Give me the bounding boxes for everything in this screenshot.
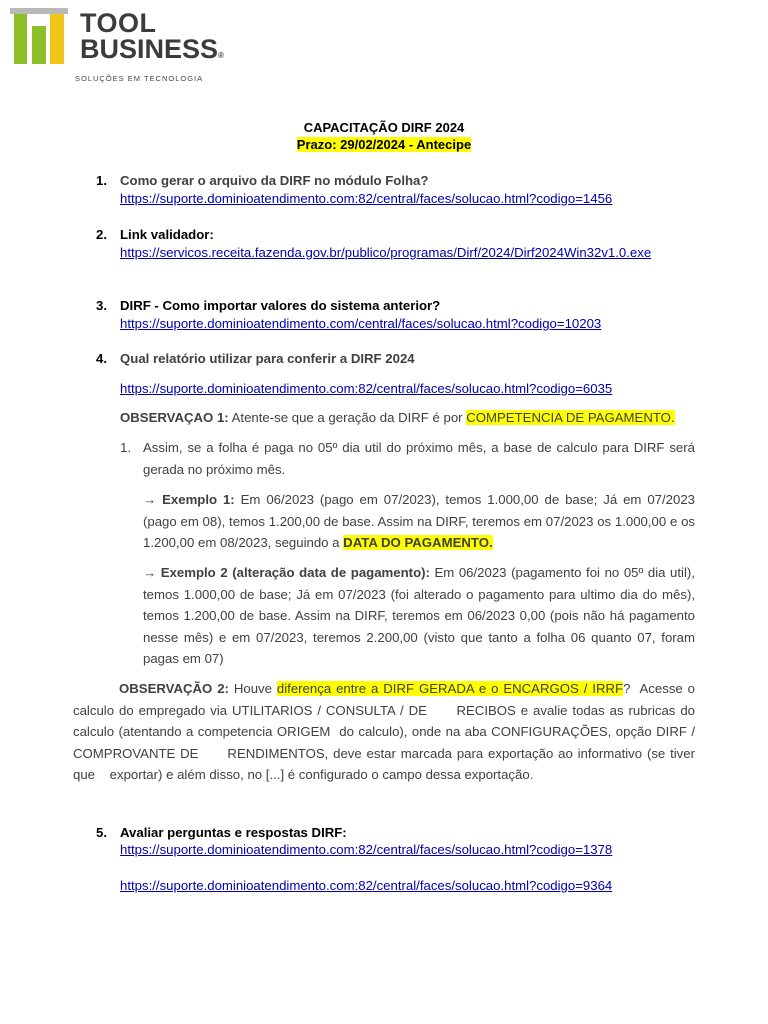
link-validador[interactable]: https://servicos.receita.fazenda.gov.br/publico/programas/Dirf/2024/Dirf2024Win32v1.0.exe: [120, 245, 652, 260]
logo-registered-mark: ®: [218, 51, 224, 60]
item-question: Como gerar o arquivo da DIRF no módulo Folha?: [120, 173, 429, 188]
deadline: Prazo: 29/02/2024 - Antecipe: [296, 137, 472, 152]
arrow-right-icon: →: [143, 492, 157, 507]
observation-2-highlight: diferença entre a DIRF GERADA e o ENCARGOS / IRRF: [276, 681, 624, 696]
example-1-text: Em 06/2023 (pago em 07/2023), temos 1.000,00 de base; Já em 07/2023 (pago em 08), temos 1.200,00 de base. Assim na DIRF, teremos em 07/2023 os 1.000,00 e os 1.200,00 em 08/2023, seguindo a: [143, 492, 695, 550]
company-logo: [10, 8, 224, 88]
example-2: [143, 562, 695, 670]
tool-business-logo-icon: [10, 8, 68, 66]
link-perguntas-respostas-2[interactable]: https://suporte.dominioatendimento.com:82/central/faces/solucao.html?codigo=9364: [120, 878, 613, 893]
observation-2-text: ? Acesse o calculo do empregado via UTILITARIOS / CONSULTA / DE RECIBOS e avalie todas as rubricas do calculo (atentando a competencia ORIGEM do calculo), onde na aba CONFIGURAÇÕES, opção DIRF / COMPROVANTE DE RENDIMENTOS, deve estar marcada para exportação ao informativo (se tiver que exportar) e além disso, no [...] é configurado o campo dessa exportação.: [73, 681, 699, 782]
observation-2: [73, 678, 699, 786]
example-2-text: Em 06/2023 (pagamento foi no 05º dia util), temos 1.000,00 de base; Já em 07/2023 (foi alterado o pagamento para ultimo dia do mês), temos 1.200,00 de base. Assim na DIRF, teremos em 06/2023 0,00 (pois não há pagamento nesse mês) e em 07/2023, teremos 2.200,00 (visto que tanto a folha 06 quanto 07, foram pagas em 07): [143, 565, 695, 666]
link-arquivo-dirf[interactable]: https://suporte.dominioatendimento.com:82/central/faces/solucao.html?codigo=1456: [120, 191, 613, 206]
logo-tagline: SOLUÇÕES EM TECNOLOGIA: [75, 74, 204, 83]
item-number: 5.: [96, 825, 107, 840]
item-number: 1.: [96, 173, 107, 188]
example-1-highlight: DATA DO PAGAMENTO.: [343, 535, 493, 550]
document-title: CAPACITAÇÃO DIRF 2024: [303, 120, 465, 135]
sub-item-number: 1.: [120, 440, 131, 455]
example-1-label: Exemplo 1:: [156, 492, 235, 507]
sub-item-text: Assim, se a folha é paga no 05º dia util do próximo mês, a base de calculo para DIRF será gerada no próximo mês.: [143, 440, 695, 477]
arrow-right-icon: →: [143, 565, 157, 580]
example-2-label: Exemplo 2 (alteração data de pagamento):: [156, 565, 430, 580]
item-number: 2.: [96, 227, 107, 242]
observation-1-label: OBSERVAÇAO 1:: [120, 410, 229, 425]
link-importar-valores[interactable]: https://suporte.dominioatendimento.com/central/faces/solucao.html?codigo=10203: [120, 316, 602, 331]
item-question: Link validador:: [120, 227, 214, 242]
link-perguntas-respostas-1[interactable]: https://suporte.dominioatendimento.com:82/central/faces/solucao.html?codigo=1378: [120, 842, 613, 857]
item-question: DIRF - Como importar valores do sistema anterior?: [120, 298, 441, 313]
item-number: 4.: [96, 351, 107, 366]
observation-1: [120, 410, 675, 425]
logo-text-business: BUSINESS®: [80, 34, 224, 64]
observation-1-text: Atente-se que a geração da DIRF é por: [228, 410, 467, 425]
item-question: Avaliar perguntas e respostas DIRF:: [120, 825, 347, 840]
logo-text-tool: TOOL: [80, 8, 157, 38]
link-relatorio-conferir[interactable]: https://suporte.dominioatendimento.com:82/central/faces/solucao.html?codigo=6035: [120, 381, 613, 396]
item-question: Qual relatório utilizar para conferir a DIRF 2024: [120, 351, 415, 366]
item-number: 3.: [96, 298, 107, 313]
example-1: [143, 489, 695, 554]
observation-2-label: OBSERVAÇÃO 2:: [119, 681, 229, 696]
observation-1-highlight: COMPETENCIA DE PAGAMENTO.: [466, 410, 675, 425]
observation-2-pre: Houve: [228, 681, 277, 696]
